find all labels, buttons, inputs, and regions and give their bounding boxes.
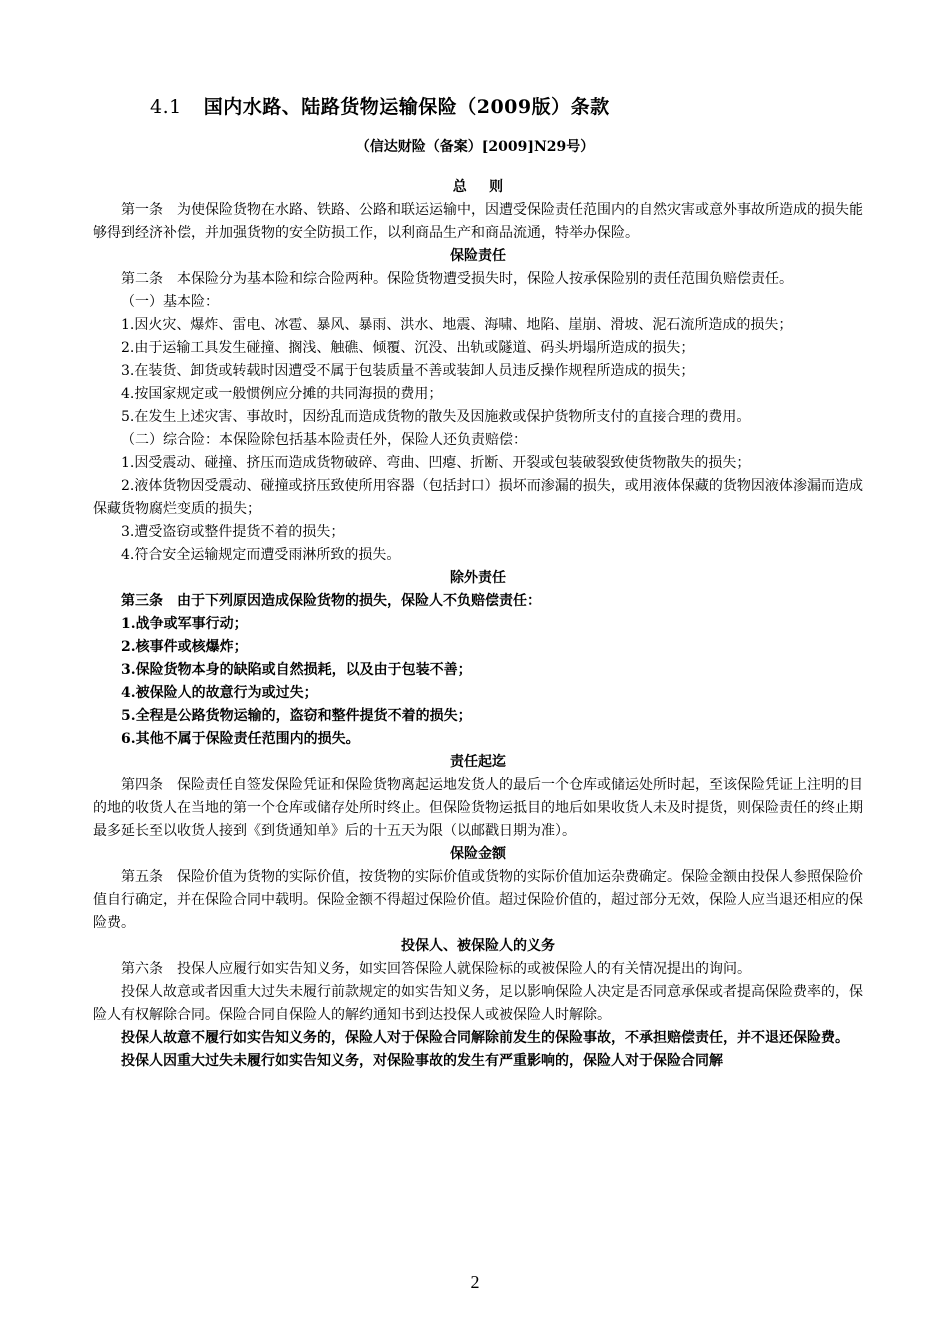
- article-6-paragraph-4: 投保人因重大过失未履行如实告知义务，对保险事故的发生有严重影响的，保险人对于保险合同解: [121, 1053, 723, 1069]
- article-5: 第五条 保险价值为货物的实际价值，按货物的实际价值或货物的实际价值加运杂费确定。保险金额由投保人参照保险价值自行确定，并在保险合同中载明。保险金额不得超过保险价值。超过保险价值的，超过部分无效，保险人应当退还相应的保险费。: [93, 869, 863, 931]
- comprehensive-item-2: 2.液体货物因受震动、碰撞或挤压致使所用容器（包括封口）损坏而渗漏的损失，或用液体保藏的货物因液体渗漏而造成保藏货物腐烂变质的损失；: [93, 478, 863, 517]
- comprehensive-item-1: 1.因受震动、碰撞、挤压而造成货物破碎、弯曲、凹瘪、折断、开裂或包装破裂致使货物散失的损失；: [121, 455, 751, 471]
- heading-amount: 保险金额: [450, 846, 506, 862]
- basic-item-2: 2.由于运输工具发生碰撞、搁浅、触礁、倾覆、沉没、出轨或隧道、码头坍塌所造成的损失；: [121, 340, 695, 356]
- article-6: 第六条 投保人应履行如实告知义务，如实回答保险人就保险标的或被保险人的有关情况提出的询问。: [121, 961, 751, 977]
- article-3: 第三条 由于下列原因造成保险货物的损失，保险人不负赔偿责任：: [121, 593, 541, 609]
- article-4: 第四条 保险责任自签发保险凭证和保险货物离起运地发货人的最后一个仓库或储运处所时起，至该保险凭证上注明的目的地的收货人在当地的第一个仓库或储存处所时终止。但保险货物运抵目的地后如果收货人未及时提货，则保险责任的终止期最多延长至以收货人接到《到货通知单》后的十五天为限（以邮戳日期为准）。: [93, 777, 863, 839]
- document-subtitle: （信达财险（备案）[2009]N29号）: [355, 139, 595, 155]
- basic-item-5: 5.在发生上述灾害、事故时，因纷乱而造成货物的散失及因施救或保护货物所支付的直接合理的费用。: [121, 409, 751, 425]
- heading-liability: 保险责任: [450, 248, 506, 264]
- basic-item-3: 3.在装货、卸货或转载时因遭受不属于包装质量不善或装卸人员违反操作规程所造成的损失；: [121, 363, 695, 379]
- title-text: 国内水路、陆路货物运输保险（2009版）条款: [203, 96, 610, 118]
- exclusion-item-5: 5.全程是公路货物运输的，盗窃和整件提货不着的损失；: [121, 708, 472, 724]
- article-2: 第二条 本保险分为基本险和综合险两种。保险货物遭受损失时，保险人按承保险别的责任范围负赔偿责任。: [121, 271, 793, 287]
- comprehensive-item-3: 3.遭受盗窃或整件提货不着的损失；: [121, 524, 345, 540]
- exclusion-item-6: 6.其他不属于保险责任范围内的损失。: [121, 731, 360, 747]
- article-6-paragraph-3: 投保人故意不履行如实告知义务的，保险人对于保险合同解除前发生的保险事故，不承担赔偿责任，并不退还保险费。: [121, 1030, 849, 1046]
- comprehensive-cover-heading: （二）综合险：本保险除包括基本险责任外，保险人还负责赔偿：: [121, 432, 527, 448]
- article-1: 第一条 为使保险货物在水路、铁路、公路和联运运输中，因遭受保险责任范围内的自然灾害或意外事故所造成的损失能够得到经济补偿，并加强货物的安全防损工作，以利商品生产和商品流通，特举办保险。: [93, 202, 863, 241]
- exclusion-item-2: 2.核事件或核爆炸；: [121, 639, 248, 655]
- basic-item-1: 1.因火灾、爆炸、雷电、冰雹、暴风、暴雨、洪水、地震、海啸、地陷、崖崩、滑坡、泥石流所造成的损失；: [121, 317, 793, 333]
- document-body: [93, 176, 863, 1073]
- article-6-paragraph-2: 投保人故意或者因重大过失未履行前款规定的如实告知义务，足以影响保险人决定是否同意承保或者提高保险费率的，保险人有权解除合同。保险合同自保险人的解约通知书到达投保人或被保险人时解除。: [93, 984, 863, 1023]
- heading-duties: 投保人、被保险人的义务: [401, 938, 555, 954]
- basic-item-4: 4.按国家规定或一般惯例应分摊的共同海损的费用；: [121, 386, 443, 402]
- page-number: 2: [470, 1272, 480, 1292]
- heading-general: 总则: [452, 179, 526, 195]
- heading-exclusions: 除外责任: [450, 570, 506, 586]
- document-title: [150, 92, 610, 119]
- comprehensive-item-4: 4.符合安全运输规定而遭受雨淋所致的损失。: [121, 547, 401, 563]
- exclusion-item-3: 3.保险货物本身的缺陷或自然损耗，以及由于包装不善；: [121, 662, 472, 678]
- basic-cover-heading: （一）基本险：: [121, 294, 219, 310]
- exclusion-item-4: 4.被保险人的故意行为或过失；: [121, 685, 318, 701]
- section-number: 4.1: [150, 96, 182, 118]
- heading-period: 责任起迄: [450, 754, 506, 770]
- exclusion-item-1: 1.战争或军事行动；: [121, 616, 248, 632]
